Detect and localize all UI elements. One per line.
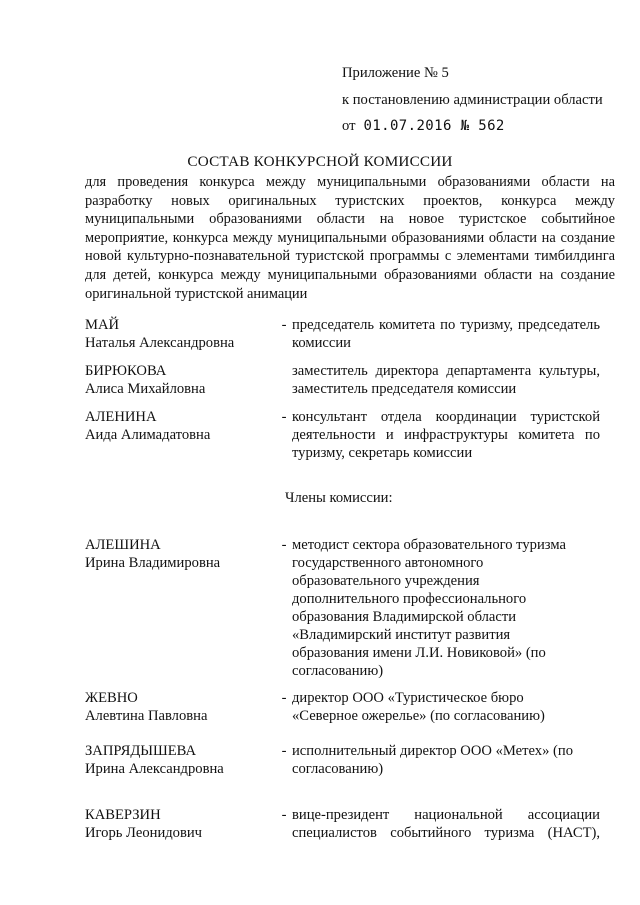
member-role: исполнительный директор ООО «Метех» (по согласованию) xyxy=(292,743,574,777)
member-name xyxy=(85,408,275,444)
member-name xyxy=(85,806,275,842)
appendix-date xyxy=(342,117,632,135)
appendix-block xyxy=(342,64,632,144)
member-surname: БИРЮКОВА xyxy=(85,363,167,379)
document-title: СОСТАВ КОНКУРСНОЙ КОМИССИИ xyxy=(187,153,453,170)
member-given-name: Ирина Владимировна xyxy=(85,555,221,571)
member-surname: ЗАПРЯДЫШЕВА xyxy=(85,743,196,759)
member-name xyxy=(85,689,275,725)
member-role: директор ООО «Туристическое бюро «Северное ожерелье» (по согласованию) xyxy=(292,690,545,724)
member-given-name: Алиса Михайловна xyxy=(85,381,206,397)
date-prefix: от xyxy=(342,118,356,134)
member-given-name: Алевтина Павловна xyxy=(85,708,208,724)
member-role: заместитель директора департамента культуры, заместитель председателя комиссии xyxy=(292,363,600,397)
member-given-name: Ирина Александровна xyxy=(85,761,224,777)
appendix-number: Приложение № 5 xyxy=(342,65,449,81)
appendix-reference: к постановлению администрации области xyxy=(342,91,603,108)
member-surname: АЛЕНИНА xyxy=(85,409,157,425)
member-surname: МАЙ xyxy=(85,317,120,333)
member-role: консультант отдела координации туристской деятельности и инфраструктуры комитета по туризму, секретарь комиссии xyxy=(292,409,600,461)
member-surname: АЛЕШИНА xyxy=(85,537,161,553)
member-role: вице-президент национальной ассоциации специалистов событийного туризма (НАСТ), xyxy=(292,807,600,841)
member-surname: КАВЕРЗИН xyxy=(85,807,161,823)
member-dash: - xyxy=(281,537,287,553)
member-name xyxy=(85,362,275,398)
member-dash: - xyxy=(281,690,287,706)
member-name xyxy=(85,742,275,778)
member-role: методист сектора образовательного туризма государственного автономного образовательного учреждения дополнительного профессионального образования Владимирской области «Владимирский институт развития образования имени Л.И. Новиковой» (по согласованию) xyxy=(292,537,566,679)
member-given-name: Наталья Александровна xyxy=(85,335,235,351)
date-handwritten: 01.07.2016 № 562 xyxy=(363,118,505,134)
member-dash: - xyxy=(281,743,287,759)
member-surname: ЖЕВНО xyxy=(85,690,138,706)
member-dash: - xyxy=(281,317,287,333)
member-dash: - xyxy=(281,409,287,425)
member-name xyxy=(85,536,275,572)
member-name xyxy=(85,316,275,352)
member-given-name: Игорь Леонидович xyxy=(85,825,203,841)
member-role: председатель комитета по туризму, председатель комиссии xyxy=(292,317,600,351)
member-dash: - xyxy=(281,807,287,823)
document-subtitle: для проведения конкурса между муниципальными образованиями области на разработку новых оригинальных туристских проектов, конкурса между муниципальными образованиями области на новое туристское событийное мероприятие, конкурса между муниципальными образованиями области на создание новой культурно-познавательной туристской программы с элементами тимбилдинга для детей, конкурса между муниципальными образованиями области на создание оригинальной туристской анимации xyxy=(85,174,615,302)
members-heading: Члены комиссии: xyxy=(285,490,393,506)
member-given-name: Аида Алимадатовна xyxy=(85,427,211,443)
